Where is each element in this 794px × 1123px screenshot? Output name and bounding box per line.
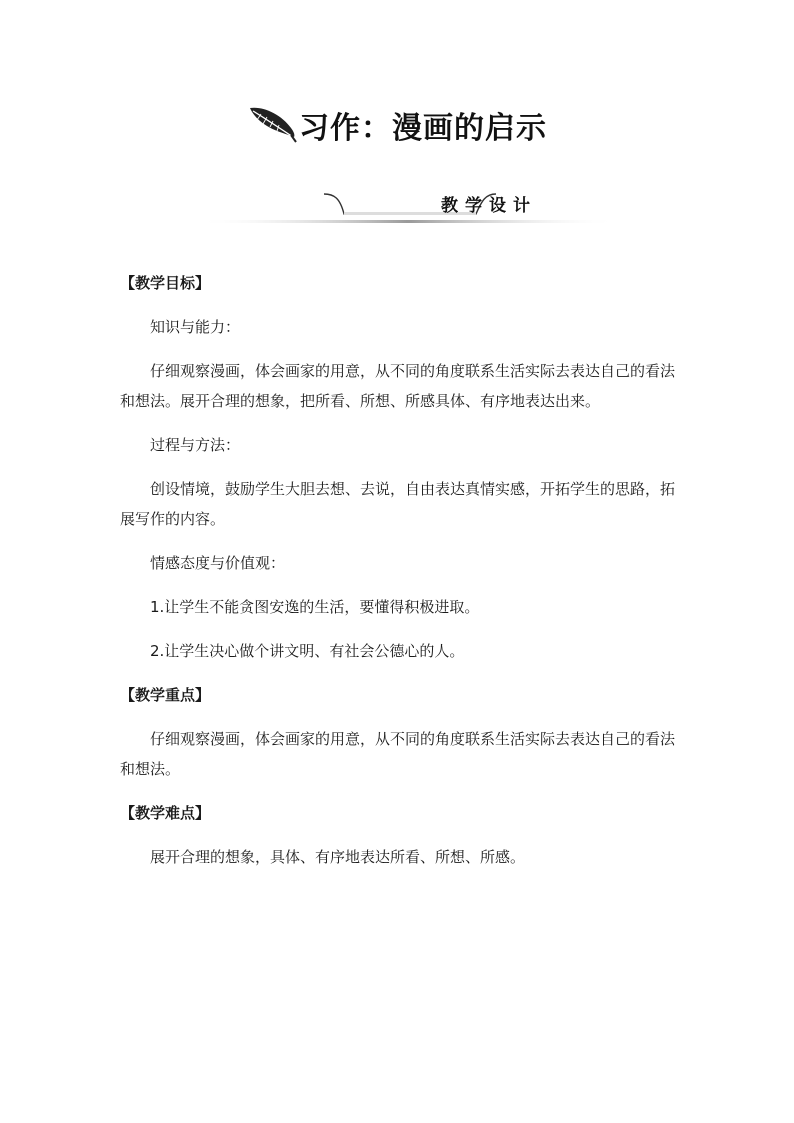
difficulties-text: 展开合理的想象，具体、有序地表达所看、所想、所感。 <box>150 848 526 866</box>
key-points-text: 仔细观察漫画，体会画家的用意，从不同的角度联系生活实际去表达自己的看法和想法。 <box>120 730 676 778</box>
section-heading-key-points: 【教学重点】 <box>120 686 211 704</box>
feather-quill-icon <box>247 104 297 144</box>
knowledge-label: 知识与能力： <box>150 318 241 336</box>
process-label: 过程与方法： <box>150 436 241 454</box>
attitude-item: 1.让学生不能贪图安逸的生活，要懂得积极进取。 <box>150 598 480 616</box>
banner-label: 教学设计 <box>441 195 537 216</box>
section-heading-goals: 【教学目标】 <box>120 274 211 292</box>
attitude-label: 情感态度与价值观： <box>150 554 286 572</box>
section-heading-difficulties: 【教学难点】 <box>120 804 211 822</box>
document-body <box>120 268 676 872</box>
page-title: 习作：漫画的启示 <box>299 111 547 146</box>
knowledge-text: 仔细观察漫画，体会画家的用意，从不同的角度联系生活实际去表达自己的看法和想法。展开合理的想象，把所看、所想、所感具体、有序地表达出来。 <box>120 362 676 410</box>
banner-frame <box>78 184 742 230</box>
attitude-item: 2.让学生决心做个讲文明、有社会公德心的人。 <box>150 642 465 660</box>
teaching-design-banner <box>78 184 742 230</box>
document-title <box>0 102 794 148</box>
process-text: 创设情境，鼓励学生大胆去想、去说，自由表达真情实感，开拓学生的思路，拓展写作的内容。 <box>120 480 676 528</box>
